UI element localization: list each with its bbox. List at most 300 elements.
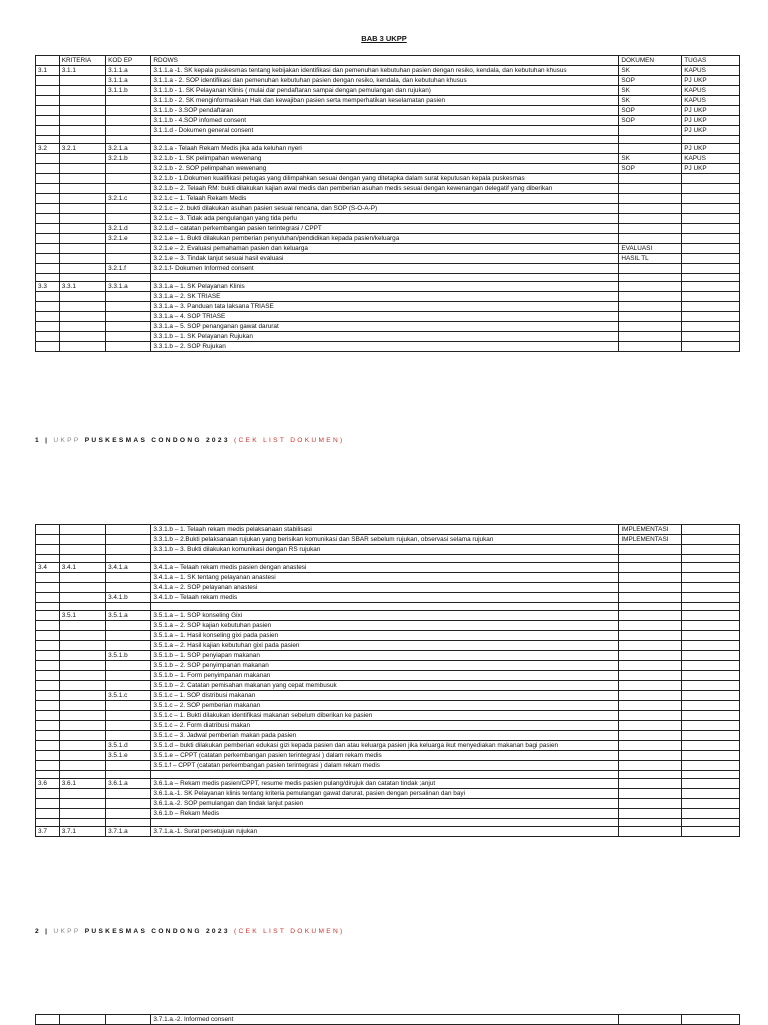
rdows-cell: 3.4.1.a – 2. SOP pelayanan anastesi (151, 583, 619, 593)
ep-code-cell (106, 164, 151, 174)
ep-code-cell (106, 254, 151, 264)
section-cell (36, 603, 60, 611)
header-cell: KOD EP (106, 56, 151, 66)
table-row (36, 302, 740, 312)
criteria-cell (59, 86, 105, 96)
ep-code-cell (106, 789, 151, 799)
task-cell (682, 254, 740, 264)
criteria-cell (59, 583, 105, 593)
rdows-cell: 3.2.1.b – 2. Telaah RM: bukti dilakukan kajian awal medis dan pemberian asuhan medis sesuai dengan kewenangan delegatif yang diberikan (151, 184, 619, 194)
document-cell (619, 302, 682, 312)
criteria-cell (59, 96, 105, 106)
task-cell (682, 264, 740, 274)
ep-code-cell: 3.1.1.a (106, 76, 151, 86)
table-row (36, 224, 740, 234)
ep-code-cell (106, 126, 151, 136)
task-cell (682, 573, 740, 583)
document-cell: SOP (619, 116, 682, 126)
rdows-cell (151, 555, 619, 563)
table-row (36, 779, 740, 789)
table-row (36, 184, 740, 194)
section-cell (36, 731, 60, 741)
task-cell (682, 671, 740, 681)
criteria-cell (59, 136, 105, 144)
rdows-cell: 3.6.1.a.-2. SOP pemulangan dan tindak lanjut pasien (151, 799, 619, 809)
ep-code-cell (106, 731, 151, 741)
criteria-cell (59, 214, 105, 224)
ep-code-cell: 3.2.1.b (106, 154, 151, 164)
rdows-cell: 3.3.1.b – 1. SK Pelayanan Rujukan (151, 332, 619, 342)
table-row (36, 312, 740, 322)
table-row (36, 76, 740, 86)
ep-code-cell (106, 312, 151, 322)
rdows-cell: 3.2.1.b - 1. SK pelimpahan wewenang (151, 154, 619, 164)
section-cell: 3.3 (36, 282, 60, 292)
ep-code-cell (106, 244, 151, 254)
section-cell (36, 254, 60, 264)
task-cell (682, 332, 740, 342)
criteria-cell (59, 621, 105, 631)
section-cell (36, 214, 60, 224)
task-cell: PJ UKP (682, 76, 740, 86)
section-cell (36, 525, 60, 535)
table-row (36, 573, 740, 583)
table-row (36, 641, 740, 651)
rdows-cell: 3.3.1.b – 1. Telaah rekam medis pelaksanaan stabilisasi (151, 525, 619, 535)
ep-code-cell: 3.1.1.b (106, 86, 151, 96)
table-row (36, 789, 740, 799)
rdows-cell: 3.2.1.c – 3. Tidak ada pengulangan yang tida perlu (151, 214, 619, 224)
table-row (36, 671, 740, 681)
document-cell (619, 312, 682, 322)
section-cell (36, 593, 60, 603)
rdows-cell (151, 771, 619, 779)
rdows-cell: 3.5.1.b – 1. SOP penyiapan makanan (151, 651, 619, 661)
criteria-cell (59, 761, 105, 771)
task-cell: KAPUS (682, 96, 740, 106)
criteria-cell (59, 126, 105, 136)
rdows-cell: 3.5.1.c – 2. SOP pemberian makanan (151, 701, 619, 711)
task-cell (682, 779, 740, 789)
criteria-cell (59, 603, 105, 611)
document-cell (619, 545, 682, 555)
criteria-cell (59, 631, 105, 641)
rdows-cell: 3.2.1.e – 1. Bukti dilakukan pemberian penyuluhan/pendidikan kepada pasien/keluarga (151, 234, 619, 244)
table-row (36, 126, 740, 136)
criteria-cell (59, 771, 105, 779)
rdows-cell: 3.5.1.d – bukti dilakukan pemberian edukasi gizi kepada pasien dan atau keluarga pasien jika keluarga ikut menyediakan makanan bagi pasien (151, 741, 619, 751)
rdows-cell (151, 603, 619, 611)
section-cell (36, 611, 60, 621)
task-cell (682, 224, 740, 234)
document-cell (619, 274, 682, 282)
ep-code-cell (106, 274, 151, 282)
footer-separator: | (45, 437, 50, 444)
table-row (36, 721, 740, 731)
task-cell (682, 631, 740, 641)
criteria-cell: 3.4.1 (59, 563, 105, 573)
section-cell (36, 322, 60, 332)
section-cell (36, 244, 60, 254)
document-cell (619, 322, 682, 332)
task-cell: PJ UKP (682, 144, 740, 154)
section-cell (36, 224, 60, 234)
section-cell (36, 106, 60, 116)
section-cell (36, 661, 60, 671)
rdows-cell: 3.3.1.b – 3. Bukti dilakukan komunikasi dengan RS rujukan (151, 545, 619, 555)
ep-code-cell: 3.7.1.a (106, 827, 151, 837)
section-cell (36, 691, 60, 701)
section-cell (36, 711, 60, 721)
ep-code-cell (106, 535, 151, 545)
document-cell (619, 224, 682, 234)
task-cell (682, 711, 740, 721)
criteria-cell (59, 681, 105, 691)
document-cell: SK (619, 154, 682, 164)
task-cell (682, 661, 740, 671)
table-row (36, 174, 740, 184)
footer-org: PUSKESMAS CONDONG 2023 (84, 437, 230, 444)
table-row (36, 809, 740, 819)
table-row (36, 603, 740, 611)
document-cell (619, 144, 682, 154)
task-cell (682, 819, 740, 827)
rdows-cell: 3.5.1.e – CPPT (catatan perkembangan pasien terintegrasi ) dalam rekam medis (151, 751, 619, 761)
section-cell (36, 771, 60, 779)
task-cell (682, 583, 740, 593)
section-cell (36, 545, 60, 555)
rdows-cell: 3.1.1.b - 1. SK Pelayanan Klinis ( mulai dar pendaftaran sampai dengan pemulangan dan rujukan) (151, 86, 619, 96)
ep-code-cell (106, 621, 151, 631)
section-cell (36, 741, 60, 751)
rdows-cell: 3.2.1.a - Telaah Rekam Medis jika ada keluhan nyeri (151, 144, 619, 154)
section-cell (36, 264, 60, 274)
rdows-cell: 3.5.1.b – 1. Form penyimpanan makanan (151, 671, 619, 681)
ep-code-cell (106, 332, 151, 342)
document-cell (619, 827, 682, 837)
section-cell (36, 194, 60, 204)
ep-code-cell (106, 583, 151, 593)
ep-code-cell (106, 711, 151, 721)
criteria-cell (59, 174, 105, 184)
section-cell: 3.1 (36, 66, 60, 76)
criteria-cell (59, 302, 105, 312)
rdows-cell: 3.2.1.e – 3. Tindak lanjut sesuai hasil evaluasi (151, 254, 619, 264)
task-cell (682, 603, 740, 611)
ep-code-cell (106, 545, 151, 555)
document-cell (619, 661, 682, 671)
criteria-cell (59, 234, 105, 244)
section-cell (36, 312, 60, 322)
criteria-cell (59, 809, 105, 819)
ep-code-cell (106, 701, 151, 711)
criteria-cell (59, 204, 105, 214)
rdows-cell: 3.6.1.b – Rekam Medis (151, 809, 619, 819)
table-row (36, 244, 740, 254)
criteria-cell (59, 701, 105, 711)
table-row (36, 555, 740, 563)
task-cell (682, 184, 740, 194)
header-cell: DOKUMEN (619, 56, 682, 66)
ep-code-cell (106, 116, 151, 126)
document-cell (619, 126, 682, 136)
ep-code-cell (106, 204, 151, 214)
ep-code-cell (106, 661, 151, 671)
criteria-cell (59, 731, 105, 741)
task-cell (682, 721, 740, 731)
table-row (36, 106, 740, 116)
criteria-cell: 3.6.1 (59, 779, 105, 789)
rdows-cell: 3.3.1.b – 2.Bukti pelaksanaan rujukan yang berisikan komunikasi dan SBAR sebelum rujukan, observasi selama rujukan (151, 535, 619, 545)
document-cell: SK (619, 96, 682, 106)
section-cell (36, 809, 60, 819)
table-row (36, 254, 740, 264)
task-cell (682, 174, 740, 184)
section-cell (36, 761, 60, 771)
table-row (36, 322, 740, 332)
task-cell: KAPUS (682, 86, 740, 96)
criteria-cell (59, 789, 105, 799)
ep-code-cell: 3.3.1.a (106, 282, 151, 292)
section-cell (36, 555, 60, 563)
ep-code-cell: 3.5.1.a (106, 611, 151, 621)
criteria-cell (59, 264, 105, 274)
document-cell (619, 641, 682, 651)
task-cell (682, 292, 740, 302)
ep-code-cell (106, 681, 151, 691)
task-cell: PJ UKP (682, 164, 740, 174)
document-cell (619, 681, 682, 691)
table-row (36, 631, 740, 641)
ep-code-cell (106, 555, 151, 563)
section-cell (36, 86, 60, 96)
rdows-cell: 3.5.1.c – 1. SOP distribusi makanan (151, 691, 619, 701)
ep-code-cell (106, 322, 151, 332)
rdows-cell: 3.2.1.b - 1.Dokumen kualifikasi petugas yang dilimpahkan sesuai dengan yang ditetapka dalam surat keputusan kepala puskesmas (151, 174, 619, 184)
document-cell (619, 332, 682, 342)
criteria-cell (59, 751, 105, 761)
task-cell (682, 691, 740, 701)
criteria-cell (59, 292, 105, 302)
table-row (36, 681, 740, 691)
ep-code-cell (106, 799, 151, 809)
document-cell (619, 174, 682, 184)
criteria-cell (59, 194, 105, 204)
table-row (36, 214, 740, 224)
header-cell: KRITERIA (59, 56, 105, 66)
table-row (36, 96, 740, 106)
document-cell: IMPLEMENTASI (619, 535, 682, 545)
page-title: BAB 3 UKPP (361, 34, 407, 43)
document-cell (619, 234, 682, 244)
task-cell (682, 651, 740, 661)
ep-code-cell (106, 671, 151, 681)
ep-code-cell (106, 302, 151, 312)
ep-code-cell: 3.5.1.d (106, 741, 151, 751)
document-cell (619, 611, 682, 621)
footer-tag: (CEK LIST DOKUMEN) (233, 928, 345, 935)
criteria-cell (59, 322, 105, 332)
task-cell (682, 789, 740, 799)
task-cell (682, 322, 740, 332)
section-cell: 3.7 (36, 827, 60, 837)
criteria-cell (59, 721, 105, 731)
table-row (36, 525, 740, 535)
criteria-cell (59, 593, 105, 603)
rdows-cell: 3.1.1.d - Dokumen general consent (151, 126, 619, 136)
checklist-table-page-2 (35, 524, 740, 837)
task-cell (682, 342, 740, 352)
ep-code-cell: 3.2.1.a (106, 144, 151, 154)
rdows-cell: 3.4.1.a – Telaah rekam medis pasien dengan anastesi (151, 563, 619, 573)
task-cell (682, 731, 740, 741)
task-cell (682, 204, 740, 214)
section-cell (36, 789, 60, 799)
rdows-cell: 3.5.1.c – 3. Jadwal pemberian makan pada pasien (151, 731, 619, 741)
task-cell (682, 525, 740, 535)
document-cell (619, 621, 682, 631)
table-row (36, 711, 740, 721)
document-cell (619, 789, 682, 799)
ep-code-cell: 3.2.1.f (106, 264, 151, 274)
document-cell (619, 292, 682, 302)
document-cell (619, 779, 682, 789)
document-cell (619, 751, 682, 761)
task-cell (682, 312, 740, 322)
checklist-table-page-3 (35, 1014, 740, 1025)
rdows-cell: 3.1.1.b - 2. SK menginformasikan Hak dan kewajiban pasien serta memperhatikan keselamatan pasien (151, 96, 619, 106)
document-cell (619, 573, 682, 583)
ep-code-cell (106, 106, 151, 116)
section-cell (36, 332, 60, 342)
ep-code-cell (106, 136, 151, 144)
document-cell (619, 809, 682, 819)
criteria-cell (59, 651, 105, 661)
table-row (36, 819, 740, 827)
ep-code-cell (106, 184, 151, 194)
header-cell (36, 56, 60, 66)
ep-code-cell (106, 174, 151, 184)
task-cell: PJ UKP (682, 106, 740, 116)
table-row (36, 691, 740, 701)
document-cell: HASIL TL (619, 254, 682, 264)
section-cell (36, 751, 60, 761)
document-cell: EVALUASI (619, 244, 682, 254)
document-cell (619, 555, 682, 563)
criteria-cell (59, 164, 105, 174)
criteria-cell (59, 76, 105, 86)
rdows-cell (151, 819, 619, 827)
document-cell: SK (619, 86, 682, 96)
page-footer (35, 928, 345, 935)
criteria-cell (59, 525, 105, 535)
document-cell (619, 194, 682, 204)
section-cell (36, 164, 60, 174)
ep-code-cell: 3.6.1.a (106, 779, 151, 789)
rdows-cell: 3.5.1.a – 1. Hasil konseling gixi pada pasien (151, 631, 619, 641)
rdows-cell: 3.3.1.a – 1. SK Pelayanan Klinis (151, 282, 619, 292)
criteria-cell: 3.5.1 (59, 611, 105, 621)
rdows-cell: 3.2.1.e – 2. Evaluasi pemahaman pasien dan keluarga (151, 244, 619, 254)
document-cell (619, 741, 682, 751)
rdows-cell: 3.2.1.f- Dokumen Informed consent (151, 264, 619, 274)
task-cell (682, 701, 740, 711)
rdows-cell: 3.5.1.c – 2. Form diatribusi makan (151, 721, 619, 731)
rdows-cell: 3.1.1.a - 2. SOP identifikasi dan pemenuhan kebutuhan pasien dengan resiko, kendala, dan kebutuhan khusus (151, 76, 619, 86)
table-row (36, 741, 740, 751)
table-row (36, 651, 740, 661)
rdows-cell: 3.5.1.c – 1. Bukti dilakukan identifikasi makanan sebelum diberikan ke pasien (151, 711, 619, 721)
table-row (36, 563, 740, 573)
criteria-cell (59, 254, 105, 264)
document-cell (619, 136, 682, 144)
footer-separator: | (45, 928, 50, 935)
criteria-cell (59, 641, 105, 651)
task-cell: KAPUS (682, 154, 740, 164)
table-row (36, 661, 740, 671)
criteria-cell: 3.1.1 (59, 66, 105, 76)
rdows-cell: 3.4.1.a – 1. SK tentang pelayanan anastesi (151, 573, 619, 583)
document-cell: SOP (619, 164, 682, 174)
ep-code-cell: 3.1.1.a (106, 66, 151, 76)
document-cell (619, 264, 682, 274)
rdows-cell: 3.3.1.a – 3. Panduan tata laksana TRIASE (151, 302, 619, 312)
table-row (36, 611, 740, 621)
task-cell (682, 771, 740, 779)
rdows-cell: 3.2.1.b - 2. SOP pelimpahan wewenang (151, 164, 619, 174)
footer-tag: (CEK LIST DOKUMEN) (233, 437, 345, 444)
section-cell (36, 819, 60, 827)
header-cell: TUGAS (682, 56, 740, 66)
criteria-cell (59, 711, 105, 721)
document-cell (619, 651, 682, 661)
table-row (36, 136, 740, 144)
rdows-cell: 3.5.1.b – 2. Catatan pemisahan makanan yang cepat membusuk (151, 681, 619, 691)
task-cell (682, 136, 740, 144)
rdows-cell: 3.5.1.a – 2. SOP kajian kebutuhan pasien (151, 621, 619, 631)
task-cell (682, 234, 740, 244)
task-cell (682, 799, 740, 809)
table-row (36, 264, 740, 274)
section-cell (36, 621, 60, 631)
section-cell (36, 799, 60, 809)
criteria-cell (59, 799, 105, 809)
footer-org: PUSKESMAS CONDONG 2023 (84, 928, 230, 935)
section-cell (36, 651, 60, 661)
section-cell (36, 274, 60, 282)
section-cell (36, 573, 60, 583)
task-cell: KAPUS (682, 66, 740, 76)
ep-code-cell (106, 603, 151, 611)
task-cell (682, 535, 740, 545)
table-row (36, 761, 740, 771)
ep-code-cell: 3.2.1.c (106, 194, 151, 204)
rdows-cell: 3.2.1.c – 2. bukti dilakukan asuhan pasien sesuai rencana, dan SOP (S-O-A-P) (151, 204, 619, 214)
section-cell (36, 204, 60, 214)
document-cell (619, 711, 682, 721)
section-cell (36, 174, 60, 184)
table-row (36, 342, 740, 352)
table-row (36, 701, 740, 711)
document-cell (619, 583, 682, 593)
criteria-cell (59, 1015, 105, 1025)
ep-code-cell: 3.5.1.b (106, 651, 151, 661)
section-cell: 3.4 (36, 563, 60, 573)
document-cell (619, 691, 682, 701)
table-row (36, 154, 740, 164)
ep-code-cell: 3.5.1.c (106, 691, 151, 701)
task-cell (682, 1015, 740, 1025)
